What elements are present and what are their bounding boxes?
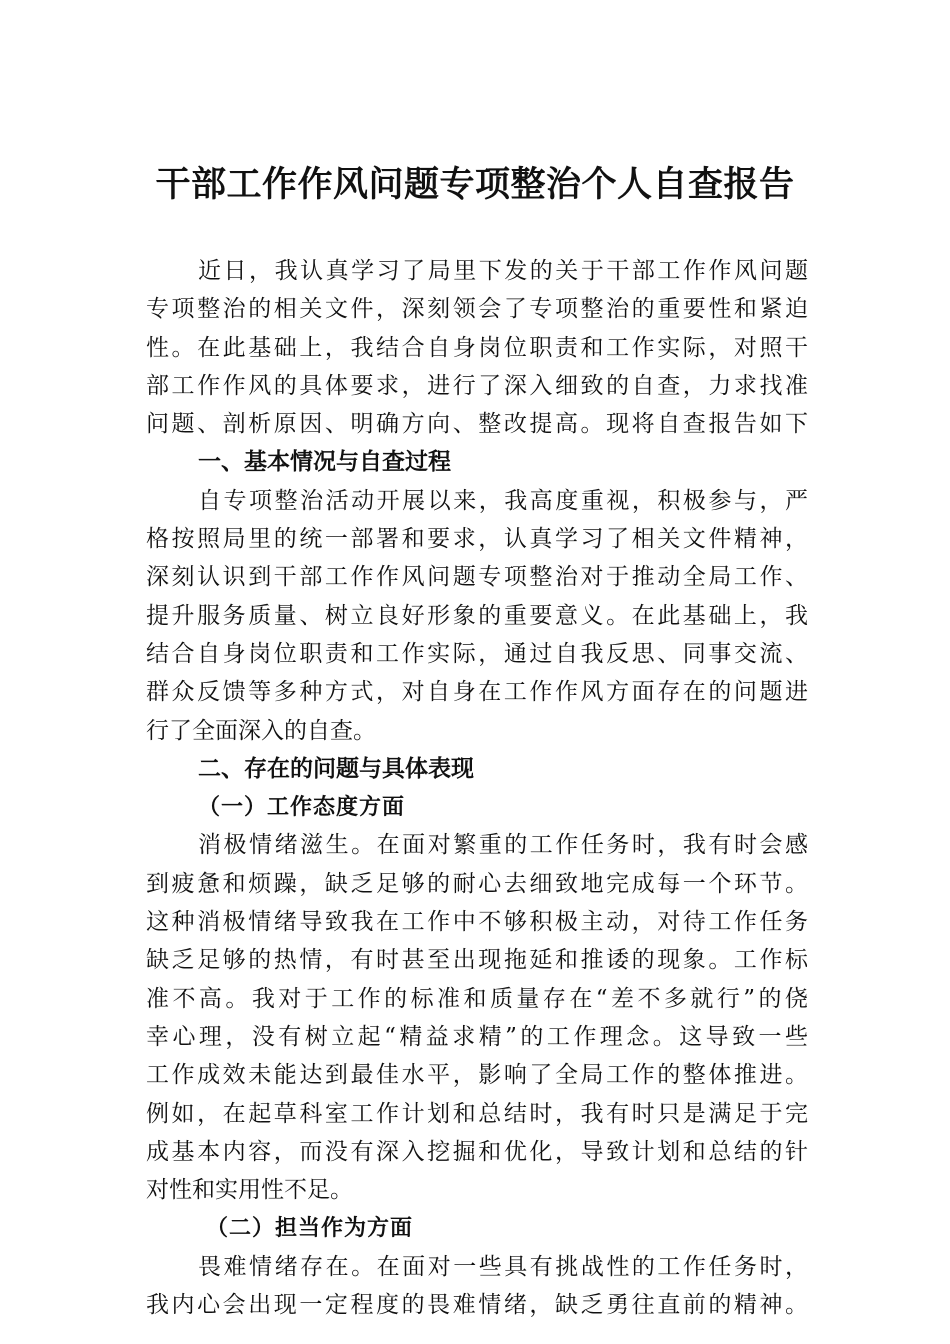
- paragraph-line: 消极情绪滋生。在面对繁重的工作任务时，我有时会感: [198, 832, 808, 859]
- subsection2-paragraph: [146, 1248, 808, 1325]
- paragraph-line: 行了全面深入的自查。: [146, 717, 376, 744]
- paragraph-line: 成基本内容，而没有深入挖掘和优化，导致计划和总结的针: [146, 1138, 808, 1165]
- paragraph-line: 畏难情绪存在。在面对一些具有挑战性的工作任务时，: [198, 1253, 808, 1280]
- paragraph-line: 我内心会出现一定程度的畏难情绪，缺乏勇往直前的精神。: [146, 1292, 808, 1319]
- paragraph-line: 专项整治的相关文件，深刻领会了专项整治的重要性和紧迫: [146, 296, 808, 323]
- section-heading: 一、基本情况与自查过程: [198, 449, 451, 476]
- paragraph-line: 部工作作风的具体要求，进行了深入细致的自查，力求找准: [146, 372, 808, 399]
- intro-paragraph: [146, 252, 808, 443]
- paragraph-line: 深刻认识到干部工作作风问题专项整治对于推动全局工作、: [146, 564, 808, 591]
- paragraph-line: 幸心理，没有树立起“精益求精”的工作理念。这导致一些: [146, 1023, 808, 1050]
- paragraph-line: 到疲惫和烦躁，缺乏足够的耐心去细致地完成每一个环节。: [146, 870, 808, 897]
- paragraph-line: 准不高。我对于工作的标准和质量存在“差不多就行”的侥: [146, 985, 808, 1012]
- paragraph-line: 近日，我认真学习了局里下发的关于干部工作作风问题: [198, 258, 808, 284]
- paragraph-line: 例如，在起草科室工作计划和总结时，我有时只是满足于完: [146, 1100, 808, 1127]
- section1-paragraph: [146, 482, 808, 750]
- paragraph-line: 工作成效未能达到最佳水平，影响了全局工作的整体推进。: [146, 1062, 808, 1089]
- document-title: 干部工作作风问题专项整治个人自查报告: [155, 164, 795, 205]
- paragraph-line: 这种消极情绪导致我在工作中不够积极主动，对待工作任务: [146, 909, 808, 936]
- paragraph-line: 对性和实用性不足。: [146, 1177, 353, 1204]
- section-heading: 二、存在的问题与具体表现: [198, 755, 474, 782]
- paragraph-line: 问题、剖析原因、明确方向、整改提高。现将自查报告如下: [146, 411, 808, 438]
- paragraph-line: 格按照局里的统一部署和要求，认真学习了相关文件精神，: [146, 526, 808, 553]
- subsection-heading: （一）工作态度方面: [198, 794, 406, 821]
- subsection1-paragraph: [146, 826, 808, 1209]
- paragraph-line: 自专项整治活动开展以来，我高度重视，积极参与，严: [198, 487, 808, 514]
- paragraph-line: 提升服务质量、树立良好形象的重要意义。在此基础上，我: [146, 602, 808, 629]
- document-body: [146, 252, 808, 1324]
- paragraph-line: 结合自身岗位职责和工作实际，通过自我反思、同事交流、: [146, 640, 808, 667]
- paragraph-line: 群众反馈等多种方式，对自身在工作作风方面存在的问题进: [146, 679, 808, 706]
- subsection-heading: （二）担当作为方面: [206, 1215, 414, 1242]
- paragraph-line: 缺乏足够的热情，有时甚至出现拖延和推诿的现象。工作标: [146, 947, 808, 974]
- paragraph-line: 性。在此基础上，我结合自身岗位职责和工作实际，对照干: [146, 334, 808, 361]
